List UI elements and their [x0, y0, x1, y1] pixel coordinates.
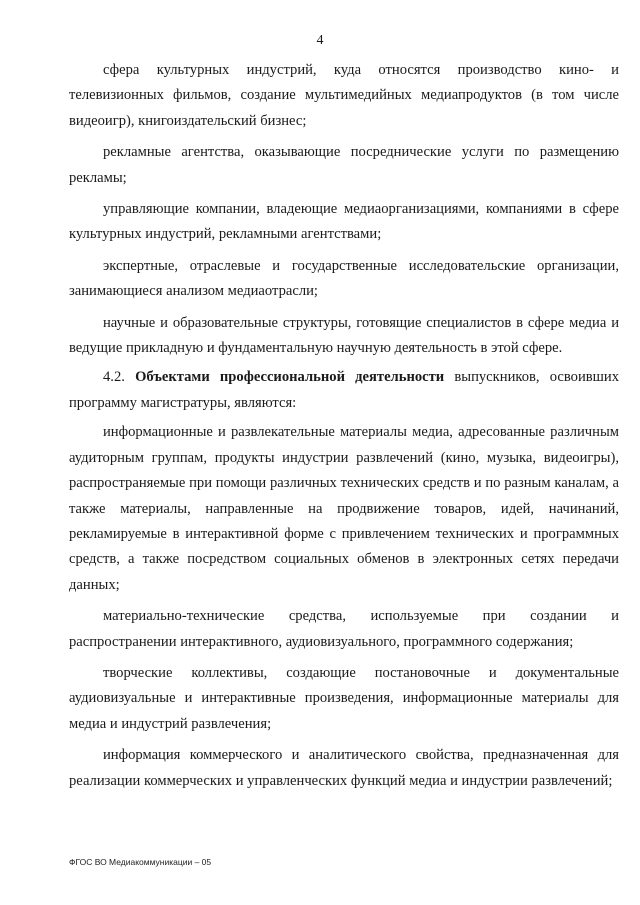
- section-bold-term: Объектами профессиональной деятельности: [135, 369, 445, 386]
- footer-standard-label: ФГОС ВО Медиакоммуникации – 05: [69, 857, 212, 867]
- section-number: 4.2.: [103, 369, 125, 386]
- paragraph-research-organizations: экспертные, отраслевые и государственные исследовательские организации, занимающиеся анализом медиаотрасли;: [69, 257, 619, 300]
- item-creative-teams: творческие коллективы, создающие постановочные и документальные аудиовизуальные и интерактивные произведения, информационные материалы для медиа и индустрий развлечения;: [69, 664, 619, 732]
- page-number: 4: [316, 33, 324, 48]
- paragraph-ad-agencies: рекламные агентства, оказывающие посреднические услуги по размещению рекламы;: [69, 144, 619, 186]
- paragraph-educational-structures: научные и образовательные структуры, готовящие специалистов в сфере медиа и ведущие прикладную и фундаментальную научную деятельность в этой сфере.: [69, 314, 619, 357]
- paragraph-management-companies: управляющие компании, владеющие медиаорганизациями, компаниями в сфере культурных индустрий, рекламными агентствами;: [69, 201, 619, 243]
- item-commercial-information: информация коммерческого и аналитического свойства, предназначенная для реализации коммерческих и управленческих функций медиа и индустрии развлечений;: [69, 747, 619, 789]
- section-4-2: [69, 365, 619, 416]
- paragraph-culture-industries: сфера культурных индустрий, куда относятся производство кино- и телевизионных фильмов, создание мультимедийных медиапродуктов (в том числе видеоигр), книгоиздательский бизнес;: [69, 62, 619, 129]
- item-technical-means: материально-технические средства, используемые при создании и распространении интерактивного, аудиовизуального, программного содержания;: [69, 608, 619, 650]
- item-media-materials: информационные и развлекательные материалы медиа, адресованные различным аудиторным группам, продукты индустрии развлечений (кино, музыка, видеоигры), распространяемые при помощи различных технических средств и по разным каналам, а также материалы, направленные на продвижение товаров, идей, начинаний, рекламируемые в интерактивной форме с привлечением технических и программных средств, а также посредством социальных обменов в электронных сетях передачи данных;: [69, 424, 619, 593]
- section-text: выпускников, освоивших программу магистратуры, являются:: [69, 369, 619, 411]
- document-body: [69, 58, 619, 800]
